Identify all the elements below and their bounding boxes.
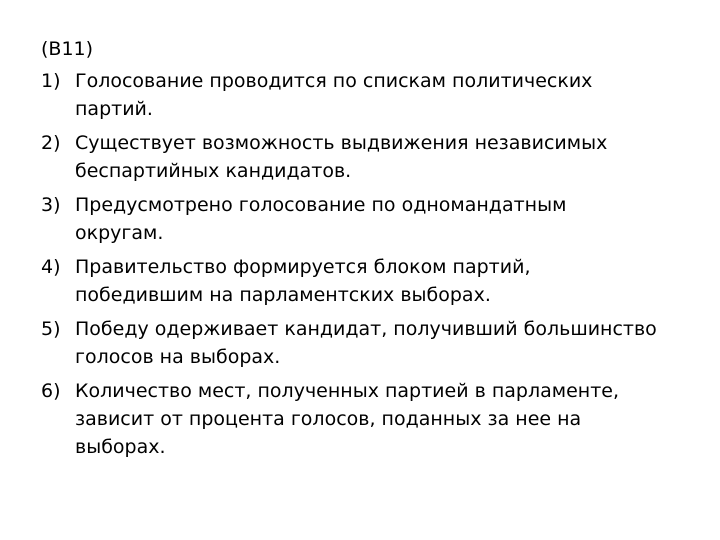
item-line: беспартийных кандидатов.	[75, 160, 352, 182]
item-line: Предусмотрено голосование по одномандатным	[75, 194, 567, 216]
list-item	[41, 377, 691, 461]
list-item	[41, 191, 691, 247]
list-item	[41, 129, 691, 185]
item-line: партий.	[75, 98, 153, 120]
statement-list	[41, 67, 691, 467]
item-line: Правительство формируется блоком партий,	[75, 256, 531, 278]
item-line: победившим на парламентских выборах.	[75, 284, 491, 306]
list-item	[41, 67, 691, 123]
item-number: 4)	[41, 256, 61, 278]
item-text	[75, 377, 691, 461]
item-number: 6)	[41, 380, 61, 402]
item-text	[75, 253, 691, 309]
item-number: 3)	[41, 194, 61, 216]
item-line: голосов на выборах.	[75, 346, 281, 368]
item-line: Голосование проводится по спискам политических	[75, 70, 593, 92]
list-item	[41, 253, 691, 309]
item-line: Победу одерживает кандидат, получивший большинство	[75, 318, 657, 340]
item-number: 5)	[41, 318, 61, 340]
item-line: Количество мест, полученных партией в парламенте,	[75, 380, 620, 402]
item-text	[75, 67, 691, 123]
item-line: выборах.	[75, 436, 166, 458]
item-line: Существует возможность выдвижения независимых	[75, 132, 608, 154]
item-text	[75, 129, 691, 185]
item-line: зависит от процента голосов, поданных за нее на	[75, 408, 582, 430]
slide-heading: (B11)	[41, 38, 94, 60]
list-item	[41, 315, 691, 371]
item-line: округам.	[75, 222, 164, 244]
item-number: 2)	[41, 132, 61, 154]
item-number: 1)	[41, 70, 61, 92]
item-text	[75, 191, 691, 247]
item-text	[75, 315, 691, 371]
